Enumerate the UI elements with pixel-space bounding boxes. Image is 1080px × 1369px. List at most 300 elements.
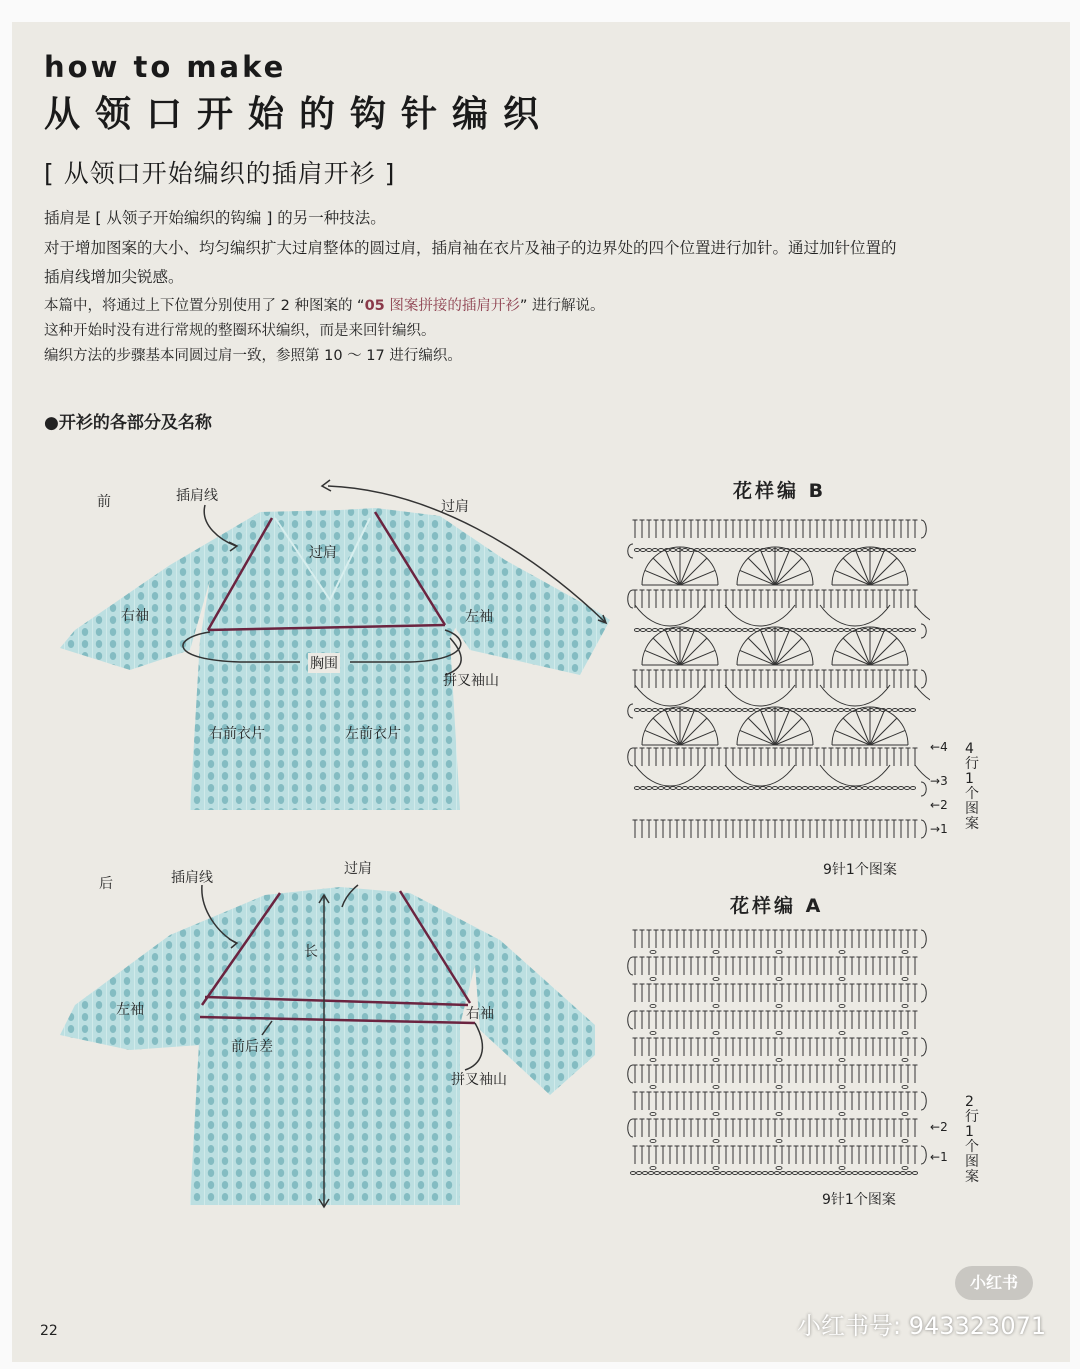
stitch-symbol [780, 748, 785, 766]
chain-symbol [776, 977, 782, 980]
stitch-symbol [857, 748, 862, 766]
stitch-symbol [696, 1065, 701, 1083]
chain-symbol [786, 1172, 791, 1175]
intro-line-4-pre: 本篇中，将通过上下位置分别使用了 2 种图案的 “ [44, 298, 365, 314]
stitch-symbol [724, 1146, 729, 1164]
stitch-symbol [661, 1092, 666, 1110]
chain-symbol [796, 629, 801, 632]
stitch-symbol [717, 930, 722, 948]
stitch-symbol [759, 1065, 764, 1083]
intro-line-4 [44, 294, 605, 315]
stitch-symbol [675, 820, 680, 838]
stitch-symbol [829, 820, 834, 838]
stitch-symbol [843, 957, 848, 975]
chain-symbol [712, 709, 717, 712]
stitch-symbol [892, 1119, 897, 1137]
chain-symbol [844, 629, 849, 632]
stitch-symbol [766, 957, 771, 975]
intro-line-3: 插肩线增加尖锐感。 [44, 268, 184, 286]
turning-chain [628, 748, 633, 766]
stitch-symbol [724, 820, 729, 838]
stitch-symbol [801, 590, 806, 608]
stitch-symbol [668, 1146, 673, 1164]
stitch-symbol [836, 957, 841, 975]
stitch-symbol [766, 1092, 771, 1110]
stitch-symbol [899, 820, 904, 838]
stitch-symbol [899, 590, 904, 608]
stitch-symbol [780, 820, 785, 838]
stitch-symbol [815, 930, 820, 948]
chain-symbol [808, 787, 813, 790]
chain-symbol [784, 787, 789, 790]
chain-symbol [814, 549, 819, 552]
stitch-symbol [661, 930, 666, 948]
stitch-symbol [654, 1119, 659, 1137]
stitch-symbol [913, 1092, 918, 1110]
stitch-symbol [871, 1119, 876, 1137]
chain-symbol [898, 549, 903, 552]
stitch-symbol [668, 1119, 673, 1137]
stitch-symbol [878, 1065, 883, 1083]
turning-chain [921, 984, 926, 1002]
stitch-symbol [703, 748, 708, 766]
chain-symbol [736, 549, 741, 552]
stitch-symbol [717, 1146, 722, 1164]
chain-symbol [904, 709, 909, 712]
stitch-symbol [815, 1038, 820, 1056]
stitch-symbol [808, 748, 813, 766]
stitch-symbol [738, 1065, 743, 1083]
chain-symbol [839, 1058, 845, 1061]
stitch-symbol [829, 670, 834, 688]
stitch-symbol [864, 1119, 869, 1137]
stitch-symbol [843, 820, 848, 838]
stitch-symbol [654, 590, 659, 608]
stitch-symbol [633, 957, 638, 975]
stitch-symbol [745, 957, 750, 975]
chain-symbol [832, 629, 837, 632]
stitch-symbol [773, 748, 778, 766]
stitch-symbol [857, 957, 862, 975]
chain-symbol [756, 1172, 761, 1175]
stitch-symbol [710, 520, 715, 538]
chain-symbol [776, 1085, 782, 1088]
stitch-symbol [766, 748, 771, 766]
chain-symbol [910, 709, 915, 712]
stitch-symbol [850, 590, 855, 608]
stitch-symbol [829, 1092, 834, 1110]
stitch-symbol [780, 520, 785, 538]
stitch-symbol [885, 1119, 890, 1137]
stitch-symbol [731, 1038, 736, 1056]
stitch-symbol [773, 957, 778, 975]
stitch-symbol [689, 984, 694, 1002]
stitch-symbol [773, 520, 778, 538]
watermark-text: 小红书号: 943323071 [797, 1312, 1047, 1340]
stitch-symbol [682, 1146, 687, 1164]
stitch-symbol [850, 748, 855, 766]
stitch-symbol [836, 1065, 841, 1083]
stitch-symbol [752, 590, 757, 608]
stitch-symbol [682, 820, 687, 838]
chain-symbol [778, 549, 783, 552]
stitch-symbol [871, 670, 876, 688]
stitch-symbol [794, 1092, 799, 1110]
fan-stitch [775, 558, 802, 585]
fan-stitch [748, 558, 775, 585]
stitch-symbol [717, 820, 722, 838]
stitch-symbol [675, 984, 680, 1002]
chain-symbol [634, 787, 639, 790]
stitch-symbol [745, 1011, 750, 1029]
chain-symbol [690, 1172, 695, 1175]
chain-symbol [700, 629, 705, 632]
stitch-symbol [864, 1146, 869, 1164]
stitch-symbol [654, 1092, 659, 1110]
chain-symbol [706, 629, 711, 632]
stitch-symbol [738, 670, 743, 688]
stitch-symbol [640, 590, 645, 608]
stitch-symbol [738, 1011, 743, 1029]
stitch-symbol [829, 984, 834, 1002]
stitch-symbol [871, 1092, 876, 1110]
chain-symbol [646, 549, 651, 552]
pattern-b-row-1: →1 [930, 822, 948, 836]
stitch-symbol [647, 820, 652, 838]
stitch-symbol [661, 957, 666, 975]
stitch-symbol [724, 670, 729, 688]
stitch-symbol [899, 1038, 904, 1056]
chain-symbol [838, 549, 843, 552]
stitch-symbol [675, 1011, 680, 1029]
stitch-symbol [843, 984, 848, 1002]
stitch-symbol [836, 590, 841, 608]
stitch-symbol [822, 520, 827, 538]
stitch-symbol [717, 1011, 722, 1029]
stitch-symbol [738, 984, 743, 1002]
chain-arch [820, 685, 890, 706]
section-title: ●开衫的各部分及名称 [44, 413, 212, 433]
stitch-symbol [815, 748, 820, 766]
front-right-panel-label: 右前衣片 [209, 726, 265, 742]
stitch-symbol [871, 1146, 876, 1164]
stitch-symbol [829, 930, 834, 948]
chain-symbol [874, 709, 879, 712]
stitch-symbol [787, 1092, 792, 1110]
stitch-symbol [794, 957, 799, 975]
chain-symbol [713, 1031, 719, 1034]
stitch-symbol [633, 520, 638, 538]
stitch-symbol [696, 1092, 701, 1110]
stitch-symbol [724, 1092, 729, 1110]
fan-stitch [843, 718, 870, 745]
pattern-a-row-1-num: 1 [940, 1150, 948, 1164]
stitch-symbol [710, 1065, 715, 1083]
front-left-panel-label: 左前衣片 [345, 726, 401, 742]
stitch-symbol [682, 1119, 687, 1137]
chain-symbol [713, 1166, 719, 1169]
stitch-symbol [689, 1011, 694, 1029]
chain-symbol [700, 549, 705, 552]
stitch-symbol [871, 984, 876, 1002]
chain-symbol [910, 549, 915, 552]
stitch-symbol [787, 520, 792, 538]
stitch-symbol [661, 1011, 666, 1029]
stitch-symbol [850, 957, 855, 975]
stitch-symbol [913, 984, 918, 1002]
fan-stitch [748, 718, 775, 745]
stitch-symbol [731, 957, 736, 975]
stitch-symbol [899, 984, 904, 1002]
stitch-symbol [871, 1011, 876, 1029]
stitch-symbol [815, 1119, 820, 1137]
stitch-symbol [815, 670, 820, 688]
stitch-symbol [766, 820, 771, 838]
pattern-a-title: 花样编 A [730, 895, 824, 917]
stitch-symbol [801, 1011, 806, 1029]
pattern-b-row-2-num: 2 [940, 798, 948, 812]
chain-symbol [839, 1139, 845, 1142]
stitch-symbol [640, 820, 645, 838]
chain-symbol [804, 1172, 809, 1175]
stitch-symbol [885, 930, 890, 948]
stitch-symbol [689, 670, 694, 688]
stitch-symbol [745, 1038, 750, 1056]
stitch-symbol [815, 957, 820, 975]
chain-symbol [820, 549, 825, 552]
stitch-symbol [745, 590, 750, 608]
stitch-symbol [899, 1011, 904, 1029]
chain-symbol [650, 1004, 656, 1007]
stitch-symbol [640, 670, 645, 688]
stitch-symbol [822, 820, 827, 838]
chain-symbol [718, 549, 723, 552]
stitch-symbol [878, 520, 883, 538]
stitch-symbol [647, 590, 652, 608]
turning-chain [921, 670, 926, 688]
stitch-symbol [794, 748, 799, 766]
chain-symbol [742, 549, 747, 552]
stitch-symbol [773, 820, 778, 838]
chain-symbol [652, 787, 657, 790]
chain-symbol [730, 709, 735, 712]
stitch-symbol [871, 590, 876, 608]
chain-symbol [646, 629, 651, 632]
stitch-symbol [703, 1119, 708, 1137]
chain-symbol [868, 787, 873, 790]
stitch-symbol [682, 984, 687, 1002]
intro-ref-number: 05 [364, 298, 385, 314]
chain-arch [635, 685, 705, 706]
back-right-sleeve-label: 右袖 [466, 1006, 494, 1022]
stitch-symbol [850, 670, 855, 688]
stitch-symbol [801, 1119, 806, 1137]
stitch-symbol [899, 1065, 904, 1083]
chain-symbol [678, 1172, 683, 1175]
stitch-symbol [745, 930, 750, 948]
chain-symbol [876, 1172, 881, 1175]
stitch-symbol [675, 1119, 680, 1137]
stitch-symbol [843, 1038, 848, 1056]
chain-symbol [844, 787, 849, 790]
stitch-symbol [738, 1146, 743, 1164]
stitch-symbol [696, 670, 701, 688]
stitch-symbol [738, 748, 743, 766]
stitch-symbol [654, 748, 659, 766]
stitch-symbol [808, 520, 813, 538]
chain-symbol [744, 1172, 749, 1175]
stitch-symbol [829, 520, 834, 538]
stitch-symbol [682, 748, 687, 766]
stitch-symbol [843, 590, 848, 608]
chain-symbol [780, 1172, 785, 1175]
stitch-symbol [787, 1146, 792, 1164]
stitch-symbol [703, 1092, 708, 1110]
chain-symbol [718, 787, 723, 790]
stitch-symbol [892, 590, 897, 608]
turning-chain [921, 1092, 926, 1110]
stitch-symbol [801, 1146, 806, 1164]
front-raglan-label: 插肩线 [176, 488, 218, 504]
stitch-symbol [696, 748, 701, 766]
stitch-symbol [738, 590, 743, 608]
chain-symbol [832, 549, 837, 552]
stitch-symbol [640, 1038, 645, 1056]
stitch-symbol [864, 1038, 869, 1056]
chain-symbol [640, 709, 645, 712]
chain-symbol [706, 709, 711, 712]
turning-chain [628, 704, 633, 718]
stitch-symbol [766, 590, 771, 608]
chain-symbol [862, 549, 867, 552]
stitch-symbol [731, 1146, 736, 1164]
chain-symbol [706, 787, 711, 790]
chain-symbol [832, 709, 837, 712]
stitch-symbol [738, 1038, 743, 1056]
stitch-symbol [871, 520, 876, 538]
stitch-symbol [878, 930, 883, 948]
stitch-symbol [682, 1065, 687, 1083]
stitch-symbol [892, 1092, 897, 1110]
stitch-symbol [864, 930, 869, 948]
stitch-symbol [752, 1038, 757, 1056]
chain-symbol [730, 629, 735, 632]
stitch-symbol [913, 1119, 918, 1137]
back-length-label: 长 [304, 944, 318, 960]
stitch-symbol [864, 957, 869, 975]
chain-symbol [798, 1172, 803, 1175]
stitch-symbol [661, 590, 666, 608]
chain-symbol [796, 709, 801, 712]
chain-symbol [694, 787, 699, 790]
chain-symbol [640, 629, 645, 632]
stitch-symbol [710, 1038, 715, 1056]
front-underarm-label: 拼叉袖山 [443, 673, 499, 689]
stitch-symbol [752, 984, 757, 1002]
stitch-symbol [892, 748, 897, 766]
stitch-symbol [878, 984, 883, 1002]
chain-symbol [726, 1172, 731, 1175]
stitch-symbol [703, 1038, 708, 1056]
fan-stitch [653, 718, 680, 745]
chain-symbol [902, 977, 908, 980]
stitch-symbol [801, 748, 806, 766]
chain-symbol [776, 1004, 782, 1007]
stitch-symbol [892, 820, 897, 838]
chain-symbol [904, 787, 909, 790]
stitch-symbol [633, 1011, 638, 1029]
chain-symbol [648, 1172, 653, 1175]
stitch-symbol [822, 1065, 827, 1083]
chain-symbol [820, 787, 825, 790]
stitch-symbol [647, 1146, 652, 1164]
stitch-symbol [913, 1146, 918, 1164]
stitch-symbol [668, 930, 673, 948]
stitch-symbol [850, 984, 855, 1002]
chain-symbol [839, 1166, 845, 1169]
stitch-symbol [801, 1065, 806, 1083]
stitch-symbol [878, 820, 883, 838]
stitch-symbol [801, 1038, 806, 1056]
chain-symbol [839, 1112, 845, 1115]
stitch-symbol [647, 520, 652, 538]
stitch-symbol [773, 1146, 778, 1164]
turning-chain [921, 782, 926, 796]
chain-symbol [642, 1172, 647, 1175]
stitch-symbol [871, 1065, 876, 1083]
turning-chain [921, 520, 926, 538]
stitch-symbol [724, 957, 729, 975]
stitch-symbol [787, 1065, 792, 1083]
chain-symbol [742, 787, 747, 790]
chain-symbol [766, 787, 771, 790]
stitch-symbol [738, 1092, 743, 1110]
chain-symbol [650, 1166, 656, 1169]
stitch-symbol [913, 520, 918, 538]
chain-symbol [720, 1172, 725, 1175]
stitch-symbol [752, 1119, 757, 1137]
stitch-symbol [682, 1092, 687, 1110]
stitch-symbol [857, 590, 862, 608]
chain-symbol [630, 1172, 635, 1175]
back-front-back-diff-label: 前后差 [231, 1039, 273, 1055]
stitch-symbol [906, 590, 911, 608]
turning-chain [628, 1065, 633, 1083]
chain-symbol [700, 709, 705, 712]
stitch-symbol [857, 820, 862, 838]
stitch-symbol [836, 1038, 841, 1056]
chain-symbol [902, 1004, 908, 1007]
fan-stitch [680, 558, 707, 585]
stitch-symbol [850, 1146, 855, 1164]
chain-symbol [839, 950, 845, 953]
stitch-symbol [913, 748, 918, 766]
fan-stitch [775, 718, 802, 745]
stitch-symbol [808, 957, 813, 975]
stitch-symbol [857, 1119, 862, 1137]
turning-chain [628, 1011, 633, 1029]
page-title: 从领口开始的钩针编织 [44, 94, 555, 135]
chain-symbol [713, 1112, 719, 1115]
chain-symbol [760, 787, 765, 790]
fan-stitch [843, 558, 870, 585]
stitch-symbol [668, 590, 673, 608]
chain-symbol [650, 1085, 656, 1088]
stitch-symbol [640, 1011, 645, 1029]
stitch-symbol [731, 1011, 736, 1029]
chain-symbol [840, 1172, 845, 1175]
stitch-symbol [689, 748, 694, 766]
